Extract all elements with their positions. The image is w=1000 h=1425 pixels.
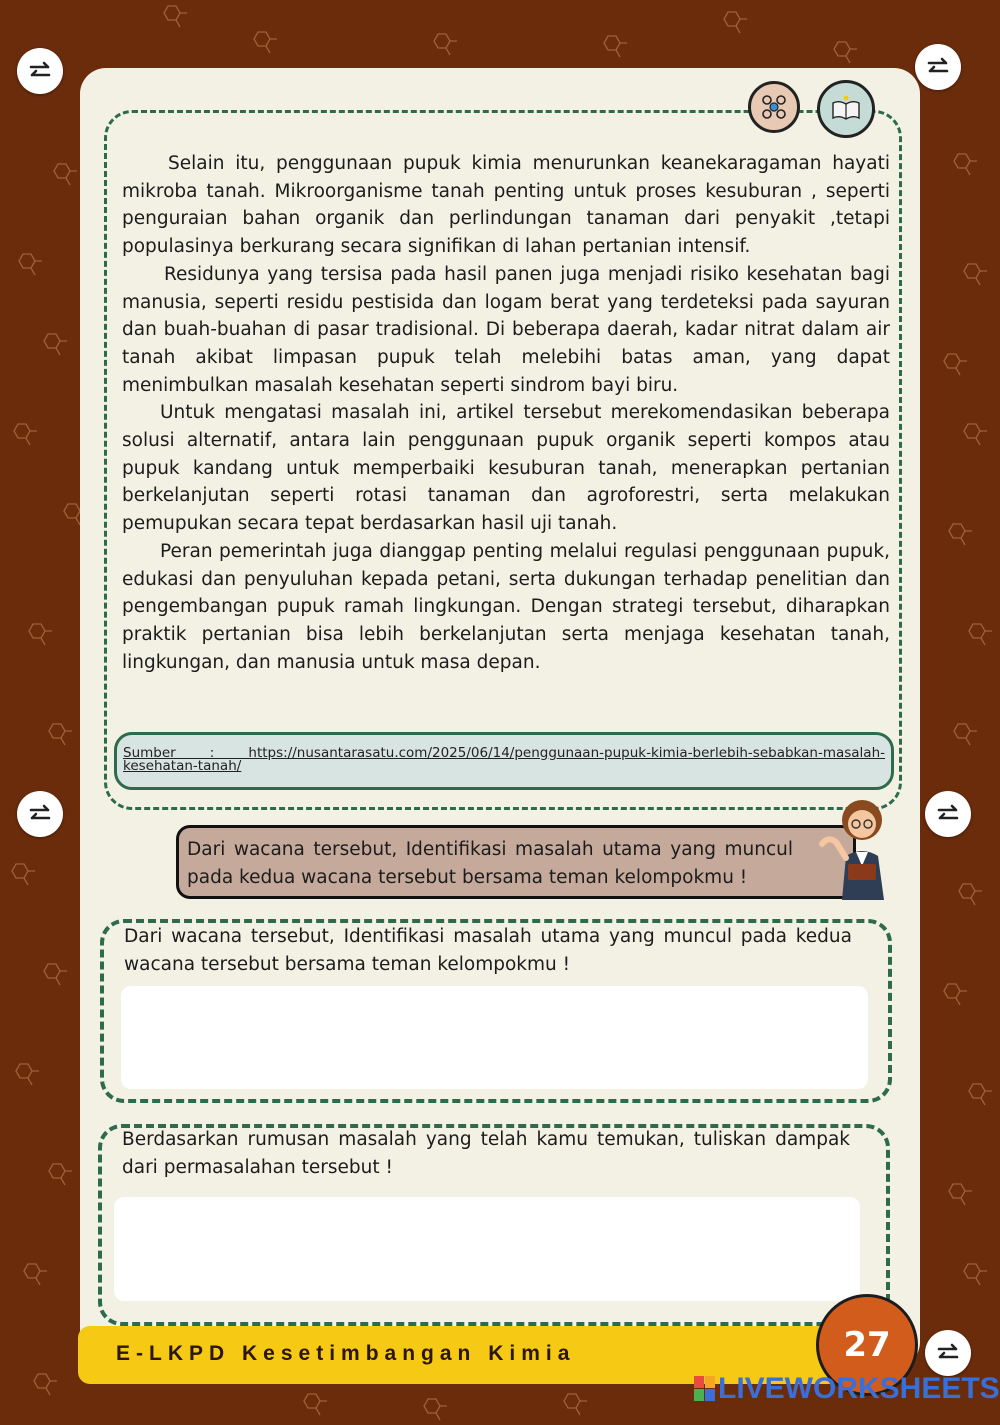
molecule-hexagon-decoration (40, 960, 70, 990)
molecule-hexagon-decoration (945, 1180, 975, 1210)
question-2-answer-field[interactable] (114, 1197, 860, 1301)
reading-paragraph: Selain itu, penggunaan pupuk kimia menurunkan keanekaragaman hayati mikroba tanah. Mikroorganisme tanah penting untuk proses kesuburan , seperti penguraian bahan organik dan perlindungan tanaman dari penyakit ,tetapi populasinya berkurang secara signifikan di lahan pertanian intensif. (122, 153, 890, 258)
reading-paragraph: Untuk mengatasi masalah ini, artikel tersebut merekomendasikan beberapa solusi alternatif, antara lain penggunaan pupuk organik seperti kompos atau pupuk kandang untuk memperbaiki kesuburan tanah, menerapkan pertanian berkelanjutan seperti rotasi tanaman dan agroforestri, serta melakukan pemupukan secara tepat berdasarkan hasil uji tanah. (122, 402, 890, 535)
source-link[interactable]: Sumber : https://nusantarasatu.com/2025/06/14/penggunaan-pupuk-kimia-berlebih-sebabkan-masalah-kesehatan-tanah/ (114, 732, 894, 790)
liveworksheets-logo-icon (694, 1376, 716, 1402)
swap-arrows-button-mid-right[interactable] (925, 791, 971, 837)
reading-paragraph: Peran pemerintah juga dianggap penting melalui regulasi penggunaan pupuk, edukasi dan penyuluhan kepada petani, serta dukungan terhadap penelitian dan pengembangan pupuk ramah lingkungan. Dengan strategi tersebut, diharapkan praktik pertanian bisa lebih berkelanjutan serta menjaga kesehatan tanah, lingkungan, dan manusia untuk masa depan. (122, 540, 890, 673)
swap-arrows-button-top-left[interactable] (17, 48, 63, 94)
molecule-hexagon-decoration (8, 860, 38, 890)
question-2-prompt: Berdasarkan rumusan masalah yang telah kamu temukan, tuliskan dampak dari permasalahan tersebut ! (122, 1129, 850, 1178)
molecule-hexagon-decoration (45, 720, 75, 750)
teacher-illustration (818, 796, 902, 902)
molecule-hexagon-decoration (945, 520, 975, 550)
swap-arrows-button-top-right[interactable] (915, 44, 961, 90)
swap-arrows-icon (26, 800, 54, 828)
molecule-hexagon-decoration (50, 160, 80, 190)
molecule-hexagon-decoration (965, 1080, 995, 1110)
swap-arrows-icon (934, 800, 962, 828)
molecule-hexagon-decoration (950, 720, 980, 750)
swap-arrows-button-mid-left[interactable] (17, 791, 63, 837)
swap-arrows-button-bottom-right[interactable] (925, 1330, 971, 1376)
molecule-hexagon-decoration (940, 350, 970, 380)
open-book-icon (830, 93, 862, 125)
molecule-hexagon-decoration (720, 8, 750, 38)
watermark-text: LIVEWORKSHEETS (718, 1372, 1000, 1405)
molecule-hexagon-decoration (12, 1060, 42, 1090)
question-1-prompt: Dari wacana tersebut, Identifikasi masalah utama yang muncul pada kedua wacana tersebut bersama teman kelompokmu ! (124, 926, 852, 975)
liveworksheets-watermark (694, 1372, 1000, 1406)
molecule-hexagon-decoration (10, 420, 40, 450)
molecule-hexagon-decoration (560, 1390, 590, 1420)
molecule-hexagon-decoration (160, 2, 190, 32)
swap-arrows-icon (26, 57, 54, 85)
page-number-badge: 27 (816, 1294, 918, 1396)
molecule-hexagon-decoration (960, 1260, 990, 1290)
reading-paragraph: Residunya yang tersisa pada hasil panen juga menjadi risiko kesehatan bagi manusia, seperti residu pestisida dan logam berat yang terdeteksi pada sayuran dan buah-buahan di pasar tradisional. Di beberapa daerah, kadar nitrat dalam air tanah akibat limpasan pupuk telah melebihi batas aman, yang dapat menimbulkan masalah kesehatan seperti sindrom bayi biru. (122, 263, 890, 396)
molecule-hexagon-decoration (950, 150, 980, 180)
molecule-hexagon-decoration (960, 260, 990, 290)
molecule-hexagon-decoration (25, 620, 55, 650)
molecule-hexagon-decoration (830, 38, 860, 68)
footer-title: E-LKPD Kesetimbangan Kimia (116, 1342, 576, 1365)
question-1-answer-field[interactable] (121, 986, 868, 1089)
molecule-hexagon-decoration (300, 1390, 330, 1420)
molecule-hexagon-decoration (15, 250, 45, 280)
molecule-hexagon-decoration (430, 30, 460, 60)
molecule-hexagon-decoration (965, 620, 995, 650)
instruction-speech-bubble: Dari wacana tersebut, Identifikasi masalah utama yang muncul pada kedua wacana tersebut bersama teman kelompokmu ! (176, 825, 856, 899)
swap-arrows-icon (924, 53, 952, 81)
group-discussion-badge (748, 81, 800, 133)
molecule-hexagon-decoration (955, 880, 985, 910)
molecule-hexagon-decoration (20, 1260, 50, 1290)
molecule-hexagon-decoration (960, 420, 990, 450)
reading-passage-text (122, 150, 890, 676)
group-discussion-icon (758, 91, 790, 123)
molecule-hexagon-decoration (940, 980, 970, 1010)
molecule-hexagon-decoration (45, 1160, 75, 1190)
molecule-hexagon-decoration (250, 28, 280, 58)
swap-arrows-icon (934, 1339, 962, 1367)
molecule-hexagon-decoration (30, 1370, 60, 1400)
molecule-hexagon-decoration (420, 1395, 450, 1425)
molecule-hexagon-decoration (40, 330, 70, 360)
molecule-hexagon-decoration (600, 32, 630, 62)
reading-book-badge (817, 80, 875, 138)
